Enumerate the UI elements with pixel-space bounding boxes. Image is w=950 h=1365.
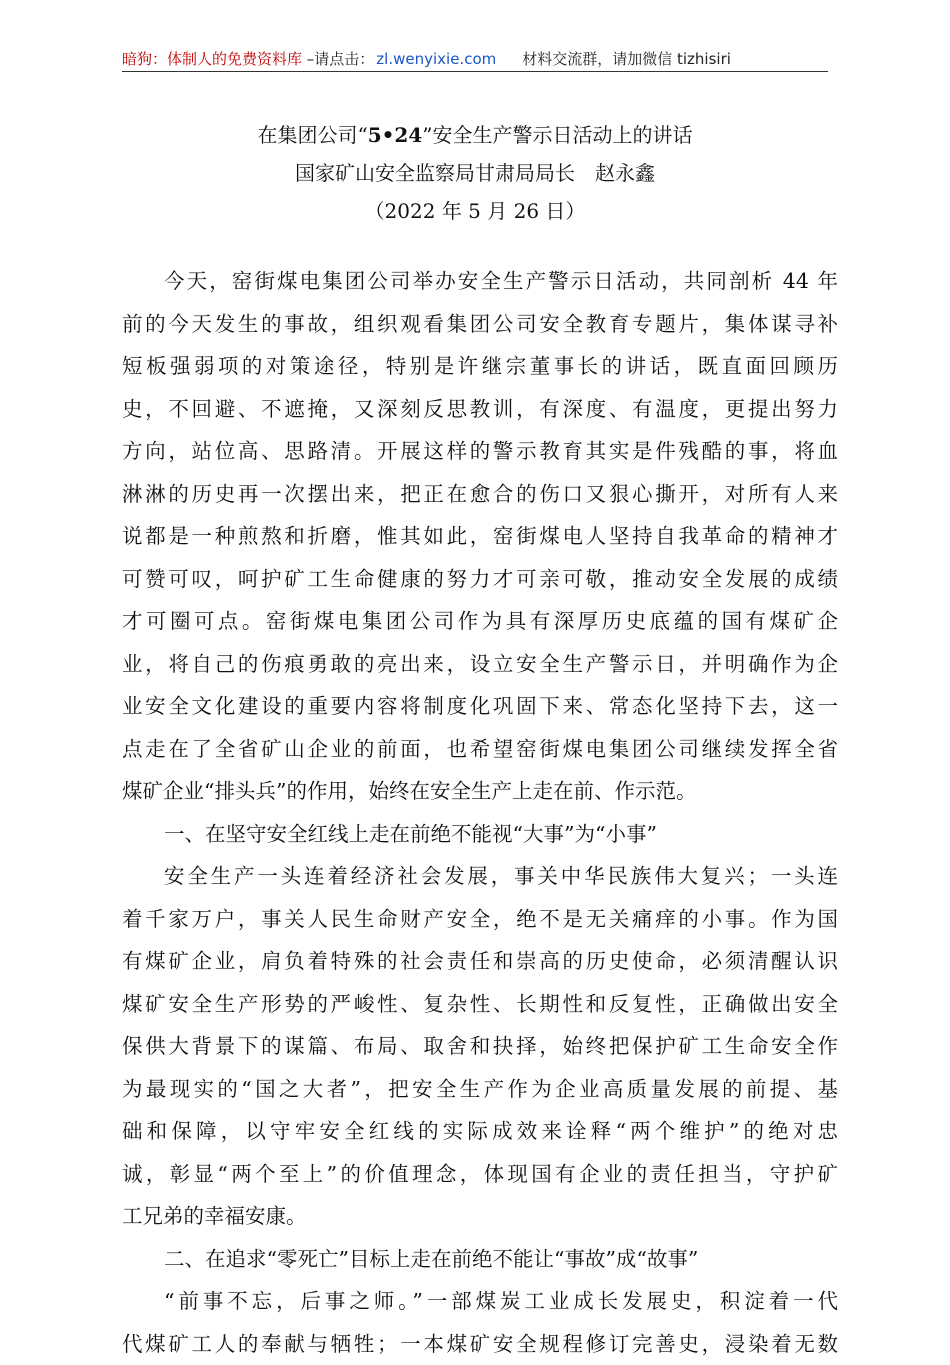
header-link[interactable]: zl.wenyixie.com xyxy=(376,50,496,68)
paragraph-line: 短板强弱项的对策途径，特别是许继宗董事长的讲话，既直面回顾历 xyxy=(122,345,838,388)
title-prefix: 在集团公司“ xyxy=(258,123,368,147)
paragraph-line: 着千家万户，事关人民生命财产安全，绝不是无关痛痒的小事。作为国 xyxy=(122,898,838,941)
paragraph-line: 说都是一种煎熬和折磨，惟其如此，窑街煤电人坚持自我革命的精神才 xyxy=(122,515,838,558)
title-block xyxy=(122,116,828,230)
header-note: 材料交流群，请加微信 tizhisiri xyxy=(522,50,731,68)
paragraph-line: 有煤矿企业，肩负着特殊的社会责任和崇高的历史使命，必须清醒认识 xyxy=(122,940,838,983)
paragraph-line: 淋淋的历史再一次摆出来，把正在愈合的伤口又狠心撕开，对所有人来 xyxy=(122,473,838,516)
page-header xyxy=(122,46,828,72)
paragraph-line: “前事不忘，后事之师。”一部煤炭工业成长发展史，积淀着一代 xyxy=(122,1280,838,1323)
speech-date: （2022 年 5 月 26 日） xyxy=(122,192,828,230)
paragraph-line: 诚，彰显“两个至上”的价值理念，体现国有企业的责任担当，守护矿 xyxy=(122,1153,838,1196)
paragraph-line: 可赞可叹，呵护矿工生命健康的努力才可亲可敬，推动安全发展的成绩 xyxy=(122,558,838,601)
paragraph-line: 煤矿安全生产形势的严峻性、复杂性、长期性和反复性，正确做出安全 xyxy=(122,983,838,1026)
section-heading-2: 二、在追求“零死亡”目标上走在前绝不能让“事故”成“故事” xyxy=(122,1238,838,1281)
title-suffix: ”安全生产警示日活动上的讲话 xyxy=(422,123,692,147)
paragraph-line: 保供大背景下的谋篇、布局、取舍和抉择，始终把保护矿工生命安全作 xyxy=(122,1025,838,1068)
paragraph-line: 础和保障，以守牢安全红线的实际成效来诠释“两个维护”的绝对忠 xyxy=(122,1110,838,1153)
speaker-line: 国家矿山安全监察局甘肃局局长 赵永鑫 xyxy=(122,154,828,192)
paragraph-line: 代煤矿工人的奉献与牺牲；一本煤矿安全规程修订完善史，浸染着无数 xyxy=(122,1323,838,1365)
paragraph-line: 史，不回避、不遮掩，又深刻反思教训，有深度、有温度，更提出努力 xyxy=(122,388,838,431)
section-heading-1: 一、在坚守安全红线上走在前绝不能视“大事”为“小事” xyxy=(122,813,838,856)
title-date-bold: 5•24 xyxy=(368,123,423,147)
paragraph-line: 煤矿企业“排头兵”的作用，始终在安全生产上走在前、作示范。 xyxy=(122,770,838,813)
paragraph-line: 业安全文化建设的重要内容将制度化巩固下来、常态化坚持下去，这一 xyxy=(122,685,838,728)
paragraph-line: 业，将自己的伤痕勇敢的亮出来，设立安全生产警示日，并明确作为企 xyxy=(122,643,838,686)
header-brand: 暗狗：体制人的免费资料库 xyxy=(122,50,302,68)
paragraph-line: 前的今天发生的事故，组织观看集团公司安全教育专题片，集体谋寻补 xyxy=(122,303,838,346)
body-text xyxy=(122,260,838,1365)
paragraph-line: 为最现实的“国之大者”，把安全生产作为企业高质量发展的前提、基 xyxy=(122,1068,838,1111)
paragraph-line: 今天，窑街煤电集团公司举办安全生产警示日活动，共同剖析 44 年 xyxy=(122,260,838,303)
paragraph-line: 工兄弟的幸福安康。 xyxy=(122,1195,838,1238)
paragraph-line: 才可圈可点。窑街煤电集团公司作为具有深厚历史底蕴的国有煤矿企 xyxy=(122,600,838,643)
paragraph-line: 点走在了全省矿山企业的前面，也希望窑街煤电集团公司继续发挥全省 xyxy=(122,728,838,771)
document-title xyxy=(122,116,828,154)
paragraph-line: 安全生产一头连着经济社会发展，事关中华民族伟大复兴；一头连 xyxy=(122,855,838,898)
header-separator: –请点击： xyxy=(302,50,374,68)
header-divider xyxy=(122,71,828,72)
paragraph-line: 方向，站位高、思路清。开展这样的警示教育其实是件残酷的事，将血 xyxy=(122,430,838,473)
